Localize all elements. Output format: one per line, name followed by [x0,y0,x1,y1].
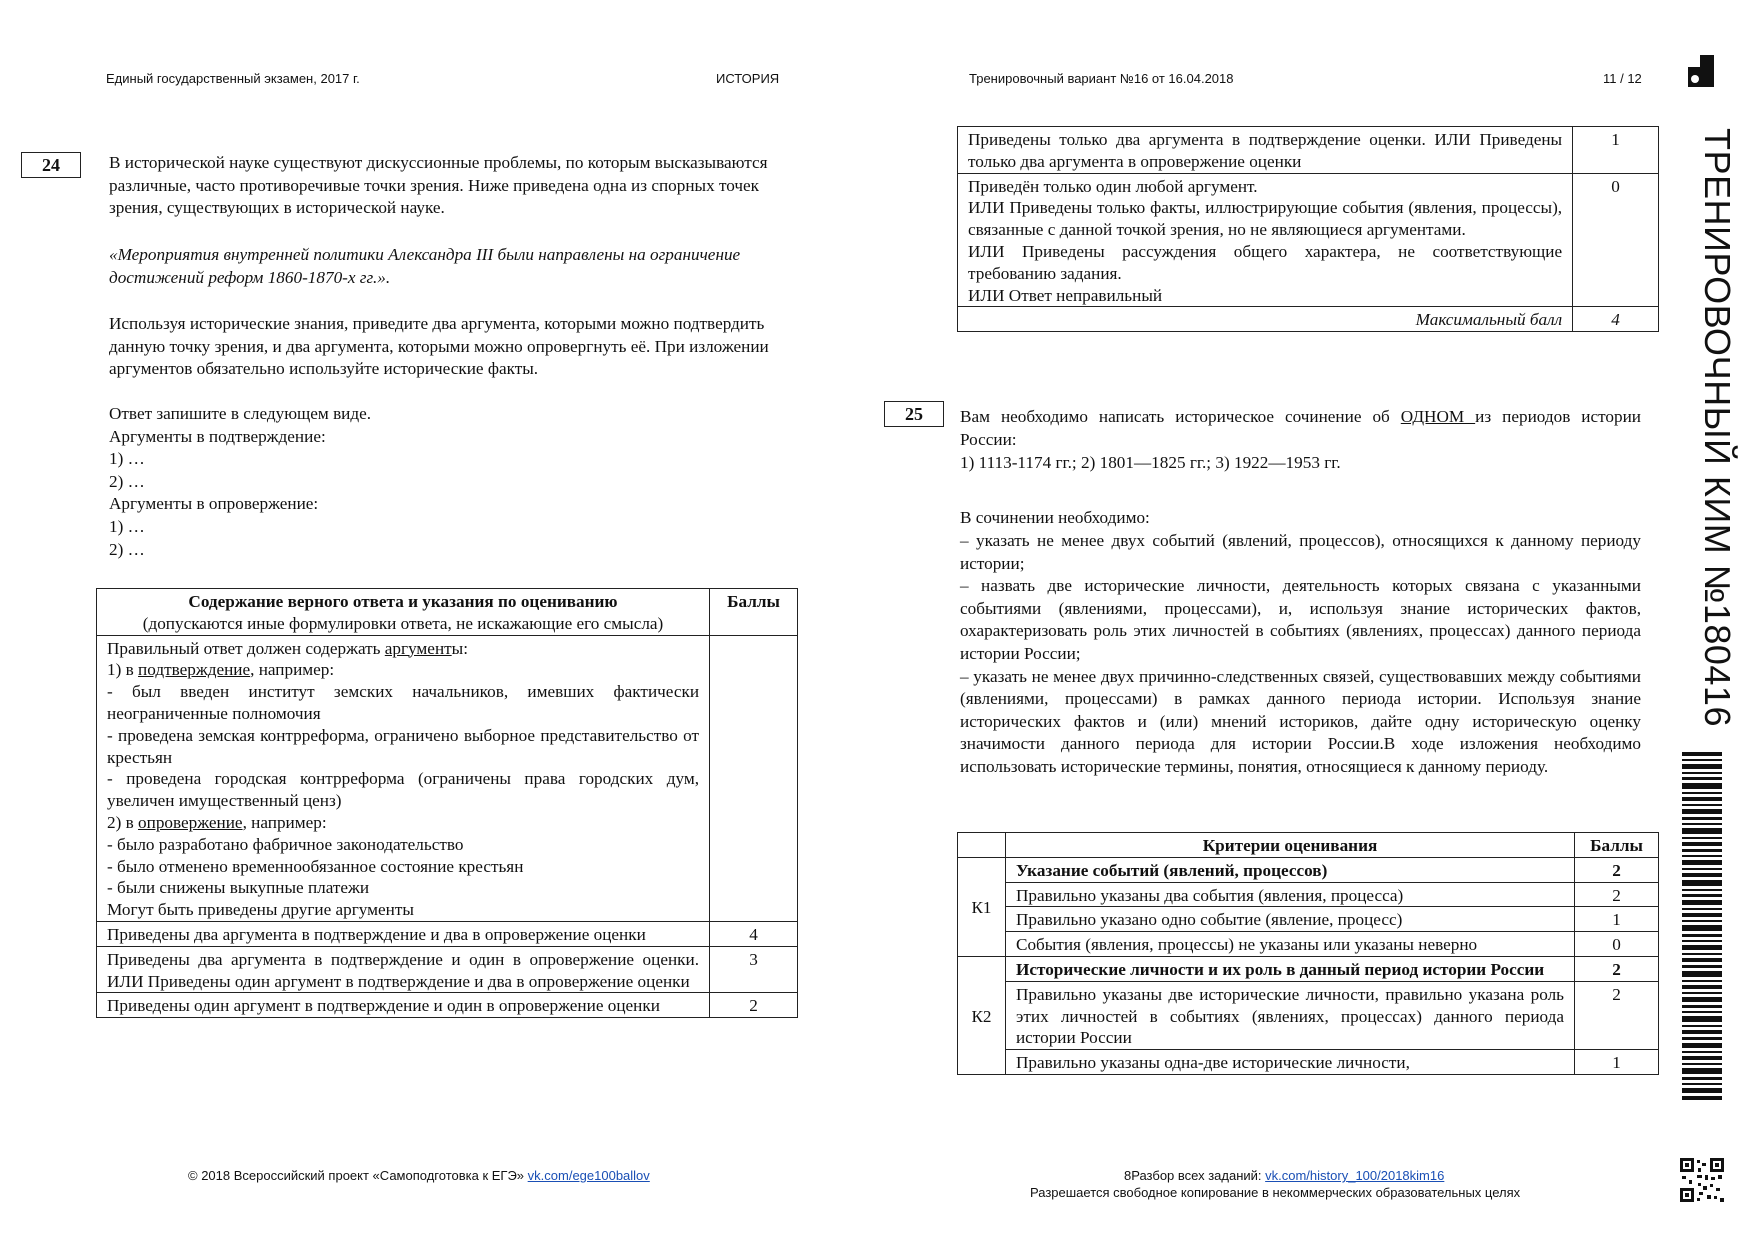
criterion-text: Приведены один аргумент в подтверждение и один в опровержение оценки [97,993,710,1018]
q24-scoring-table-continued [957,126,1659,332]
criterion-text: Правильно указаны одна-две исторические личности, [1005,1050,1574,1075]
confirm-item: - проведена земская контрреформа, ограничено выборное представительство от крестьян [107,725,700,767]
empty-score-cell [710,635,798,921]
criterion-line: ИЛИ Приведены рассуждения общего характера, не соответствующие требованию задания. [968,241,1563,283]
criterion-score: 4 [710,921,798,946]
table-row [97,993,798,1018]
criterion-k1-label: К1 [958,857,1006,956]
answer-format-line: Аргументы в опровержение: [109,494,319,514]
criterion-score: 3 [710,946,798,993]
criterion-score: 2 [1575,956,1659,981]
requirement-item: – назвать две исторические личности, деятельность которых связана с указанными событиями (явлениями, процессами), и, используя знание исторических фактов, охарактеризовать роль этих личностей в событиях (явлениях, процессах) данного периода истории России; [960,576,1641,663]
q24-answer-format [109,403,709,561]
table-row [958,127,1659,174]
criterion-score: 1 [1575,907,1659,932]
empty-header-cell [958,833,1006,858]
criterion-line: ИЛИ Ответ неправильный [968,285,1163,305]
footer-right-link[interactable]: vk.com/history_100/2018kim16 [1265,1168,1445,1183]
table-row [958,1050,1659,1075]
requirement-item: – указать не менее двух событий (явлений, процессов), относящихся к данному периоду истории; [960,531,1641,573]
q24-intro: В исторической науке существуют дискуссионные проблемы, по которым высказываются различные, часто противоречивые точки зрения. Ниже приведена одна из спорных точек зрения, существующих в исторической науке. [109,153,768,218]
criterion-score: 2 [1575,882,1659,907]
footer-right [1124,1168,1444,1183]
table-row [958,956,1659,981]
confirm-item: - был введен институт земских начальников, имевших фактически неограниченные полномочия [107,682,700,723]
answer-format-line: 1) … [109,516,145,536]
footer-left [188,1168,650,1183]
criterion-text: События (явления, процессы) не указаны или указаны неверно [1005,932,1574,957]
answer-format-line: 1) … [109,449,145,469]
footer-left-link[interactable]: vk.com/ege100ballov [527,1168,650,1183]
qr-code-icon [1680,1158,1724,1202]
answer-format-line: Ответ запишите в следующем виде. [109,404,372,423]
q25-periods: 1) 1113-1174 гг.; 2) 1801—1825 гг.; 3) 1922—1953 гг. [960,453,1341,472]
table-row [958,932,1659,957]
criteria-header: Критерии оценивания [1005,833,1574,858]
criterion-title: Исторические личности и их роль в данный период истории России [1005,956,1574,981]
criterion-score: 2 [1575,857,1659,882]
max-score-value: 4 [1573,307,1659,332]
content-header-title: Содержание верного ответа и указания по оцениванию [188,592,618,611]
footer-left-text: © 2018 Всероссийский проект «Самоподготовка к ЕГЭ» [188,1168,528,1183]
table-row [958,173,1659,307]
criterion-text: Приведены только два аргумента в подтверждение оценки. ИЛИ Приведены только два аргумента в опровержение оценки [958,127,1573,174]
logo-icon [1688,55,1714,87]
barcode-icon [1682,752,1722,1102]
confirm-item: - проведена городская контрреформа (ограничены права городских дум, увеличен имущественный ценз) [107,769,700,811]
answer-intro: Правильный ответ должен содержать аргументы: [107,638,468,658]
criterion-title: Указание событий (явлений, процессов) [1005,857,1574,882]
header-variant: Тренировочный вариант №16 от 16.04.2018 [969,71,1234,86]
question-number-24: 24 [21,152,81,178]
criterion-line: ИЛИ Приведены только факты, иллюстрирующие события (явления, процессы), связанные с данной точкой зрения, но не являющиеся аргументами. [968,198,1563,240]
refute-item: - было отменено временнообязанное состояние крестьян [107,856,524,876]
max-score-label: Максимальный балл [958,307,1573,332]
table-row [958,981,1659,1049]
criterion-text: Правильно указаны две исторические личности, правильно указана роль этих личностей в событиях (явлениях, процессах) данного периода истории России [1005,981,1574,1049]
answer-format-line: 2) … [109,471,145,491]
criterion-text: Правильно указаны два события (явления, процесса) [1005,882,1574,907]
criterion-score: 2 [1575,981,1659,1049]
criterion-score: 2 [710,993,798,1018]
table-row [97,635,798,921]
q24-scoring-table [96,588,798,1018]
q24-task: Используя исторические знания, приведите два аргумента, которыми можно подтвердить данную точку зрения, и два аргумента, которыми можно опровергнуть её. При изложении аргументов обязательно используйте исторические факты. [109,314,769,379]
refute-item: - было разработано фабричное законодательство [107,834,464,854]
question-number-25: 25 [884,401,944,427]
refute-heading: 2) в опровержение, например: [107,812,327,832]
footer-copy-note: Разрешается свободное копирование в некоммерческих образовательных целях [1030,1185,1521,1200]
criterion-text: Правильно указано одно событие (явление, процесс) [1005,907,1574,932]
q25-requirements [960,530,1641,779]
header-exam: Единый государственный экзамен, 2017 г. [106,71,360,86]
q24-quote: «Мероприятия внутренней политики Александра III были направлены на ограничение достижений реформ 1860-1870-х гг.». [109,245,741,287]
q25-criteria-table [957,832,1659,1075]
answer-content-cell [97,635,710,921]
content-header-note: (допускаются иные формулировки ответа, не искажающие его смысла) [142,613,664,633]
score-header: Баллы [1575,833,1659,858]
score-header: Баллы [710,589,798,636]
q25-need: В сочинении необходимо: [960,508,1150,527]
criterion-k2-label: К2 [958,956,1006,1074]
table-header-row [97,589,798,636]
table-row [958,907,1659,932]
other-arguments-note: Могут быть приведены другие аргументы [107,900,414,920]
q25-intro: Вам необходимо написать историческое сочинение об ОДНОМ из периодов истории России: [960,407,1642,449]
criterion-score: 0 [1573,173,1659,307]
criterion-text: Приведены два аргумента в подтверждение и один в опровержение оценки. ИЛИ Приведены один аргумент в подтверждение и два в опровержение оценки [97,946,710,993]
table-header-row [958,833,1659,858]
table-row [958,857,1659,882]
table-row [97,946,798,993]
answer-format-line: Аргументы в подтверждение: [109,426,326,446]
answer-format-line: 2) … [109,539,145,559]
confirm-heading: 1) в подтверждение, например: [107,660,335,680]
criterion-score: 0 [1575,932,1659,957]
criterion-text [958,173,1573,307]
criterion-score: 1 [1575,1050,1659,1075]
table-row [97,921,798,946]
page-number: 11 / 12 [1603,71,1642,86]
table-row [958,307,1659,332]
table-row [958,882,1659,907]
footer-right-text: 8Разбор всех заданий: [1124,1168,1266,1183]
refute-item: - были снижены выкупные платежи [107,878,370,898]
content-header [97,589,710,636]
criterion-line: Приведён только один любой аргумент. [968,176,1258,196]
requirement-item: – указать не менее двух причинно-следственных связей, существовавших между событиями (явлениями, процессами) в рамках данного периода истории. Используя знание исторических фактов и (или) мнений историков, дайте одну историческую оценку значимости данного периода для истории России.В ходе изложения необходимо использовать исторические термины, понятия, относящиеся к данному периоду. [960,666,1641,776]
header-subject: ИСТОРИЯ [716,71,780,86]
criterion-score: 1 [1573,127,1659,174]
criterion-text: Приведены два аргумента в подтверждение и два в опровержение оценки [97,921,710,946]
side-vertical-title: ТРЕНИРОВОЧНЫЙ КИМ №180416 [1697,128,1738,727]
